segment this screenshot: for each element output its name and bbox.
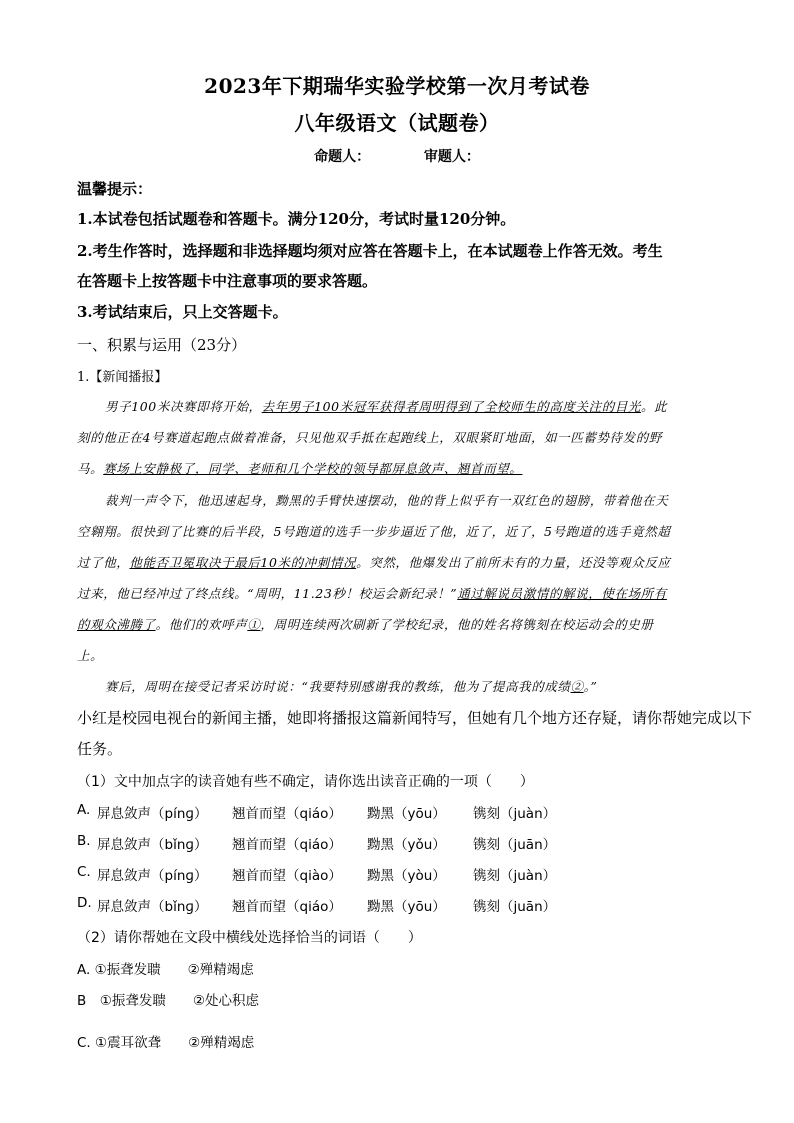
setter-label: 命题人： [314, 149, 371, 165]
underlined-sentence: 通过解说员激情的解说，使在场所有 [457, 586, 667, 601]
exam-subtitle: 八年级语文（试题卷） [294, 111, 500, 135]
reviewer-label: 审题人： [423, 149, 480, 165]
exam-title: 2023年下期瑞华实验学校第一次月考试卷 [204, 74, 590, 98]
news-line: 上。 [77, 648, 104, 663]
section-heading: 一、积累与运用（23分） [77, 336, 247, 354]
notice-heading: 温馨提示： [77, 180, 153, 198]
underlined-sentence: 去年男子100米冠军获得者周明得到了全校师生的高度关注的目光 [261, 399, 642, 414]
option-letter: A. [77, 802, 91, 818]
underlined-sentence: 他能否卫冕取决于最后10米的冲刺情况 [129, 555, 357, 570]
task-line-2: 任务。 [77, 740, 123, 758]
question-1-label: 1.【新闻播报】 [77, 370, 168, 385]
news-line: 过了他，他能否卫冕取决于最后10米的冲刺情况。突然，他爆发出了前所未有的力量，还没等观众反应 [77, 555, 671, 570]
news-line: 的观众沸腾了。他们的欢呼声①，周明连续两次刷新了学校纪录，他的姓名将镌刻在校运动会的史册 [77, 617, 654, 632]
blank-marker-1: ① [247, 617, 261, 632]
blank-marker-2: ② [570, 679, 584, 694]
notice-item-2-line-2: 在答题卡上按答题卡中注意事项的要求答题。 [77, 272, 378, 290]
news-line: 过来，他已经冲过了终点线。“周明，11.23秒！校运会新纪录！”通过解说员激情的解说，使在场所有 [77, 586, 667, 601]
notice-item-3: 3.考试结束后，只上交答题卡。 [77, 303, 288, 321]
notice-item-1: 1.本试卷包括试题卷和答题卡。满分120分，考试时量120分钟。 [77, 210, 516, 228]
question-1-1-stem: （1）文中加点字的读音她有些不确定，请你选出读音正确的一项（ ） [77, 774, 534, 790]
news-line: 马。赛场上安静极了，同学、老师和几个学校的领导都屏息敛声、翘首而望。 [77, 461, 523, 476]
option-letter: C. [77, 864, 91, 880]
exam-page: 2023年下期瑞华实验学校第一次月考试卷 八年级语文（试题卷） 命题人： 审题人： 温馨提示： 1.本试卷包括试题卷和答题卡。满分120分，考试时量120分钟。 2.考生作答时，选择题和非选择题均须对应答在答题卡上，在本试题卷上作答无效。考生 在答题卡上按答题卡中注意事项的要求答题。 3.考试结束后，只上交答题卡。 一、积累与运用（23分） 1.【新闻播报】 男子100米决赛即将开始，去年男子100米冠军获得者周明得到了全校师生的高度关注的目光。此 刻的他正在4号赛道起跑点做着准备，只见他双手抵在起跑线上，双眼紧盯地面，如一匹蓄势待发的野 马。赛场上安静极了，同学、老师和几个学校的领导都屏息敛声、翘首而望。 裁判一声令下，他迅速起身，黝黑的手臂快速摆动，他的背上似乎有一双红色的翅膀，带着他在天 空翱翔。很快到了比赛的后半段，5号跑道的选手一步步逼近了他，近了，近了，5号跑道的选手竟然超 过了他，他能否卫冕取决于最后10米的冲刺情况。突然，他爆发出了前所未有的力量，还没等观众反应 过来，他已经冲过了终点线。“周明，11.23秒！校运会新纪录！”通过解说员激情的解说，使在场所有 的观众沸腾了。他们的欢呼声①，周明连续两次刷新了学校纪录，他的姓名将镌刻在校运动会的史册 上。 赛后，周明在接受记者采访时说：“我要特别感谢我的教练，他为了提高我的成绩②。” 小红是校园电视台的新闻主播，她即将播报这篇新闻特写，但她有几个地方还存疑，请你帮她完成以下 任务。 （1）文中加点字的读音她有些不确定，请你选出读音正确的一项（ ） A. 屏息敛声（pínɡ） 翘首而望（qiáo） 黝黑（yōu） 镌刻（juàn） B. 屏息敛声（bǐnɡ） 翘首而望（qiáo） 黝黑（yǒu） 镌刻（juān） C. 屏息敛声（pínɡ） 翘首而望（qiào） 黝黑（yòu） 镌刻（juàn） D. 屏息敛声（bǐnɡ） 翘首而望（qiáo） 黝黑（yōu） 镌刻（juān） （2）请你帮她在文段中横线处选择恰当的词语（ ） A. ①振聋发聩 ②殚精竭虑 B ①振聋发聩 ②处心积虑 C. ①震耳欲聋 ②殚精竭虑 [0, 0, 794, 1123]
underlined-sentence: 的观众沸腾了 [77, 617, 156, 632]
question-1-2-stem: （2）请你帮她在文段中横线处选择恰当的词语（ ） [77, 930, 422, 946]
news-line: 刻的他正在4号赛道起跑点做着准备，只见他双手抵在起跑线上，双眼紧盯地面，如一匹蓄势待发的野 [77, 430, 662, 445]
notice-item-2-line-1: 2.考生作答时，选择题和非选择题均须对应答在答题卡上，在本试题卷上作答无效。考生 [77, 242, 663, 260]
option-letter: B. [77, 833, 91, 849]
news-line: 男子100米决赛即将开始，去年男子100米冠军获得者周明得到了全校师生的高度关注的目光。此 [105, 399, 668, 414]
task-line-1: 小红是校园电视台的新闻主播，她即将播报这篇新闻特写，但她有几个地方还存疑，请你帮她完成以下 [77, 709, 753, 727]
underlined-sentence: 赛场上安静极了，同学、老师和几个学校的领导都屏息敛声、翘首而望。 [103, 461, 523, 476]
option-letter: D. [77, 895, 92, 911]
news-line: 赛后，周明在接受记者采访时说：“我要特别感谢我的教练，他为了提高我的成绩②。” [105, 679, 598, 694]
news-line: 空翱翔。很快到了比赛的后半段，5号跑道的选手一步步逼近了他，近了，近了，5号跑道的选手竟然超 [77, 524, 671, 539]
news-line: 裁判一声令下，他迅速起身，黝黑的手臂快速摆动，他的背上似乎有一双红色的翅膀，带着他在天 [105, 493, 669, 508]
exam-staff-line [0, 146, 794, 166]
